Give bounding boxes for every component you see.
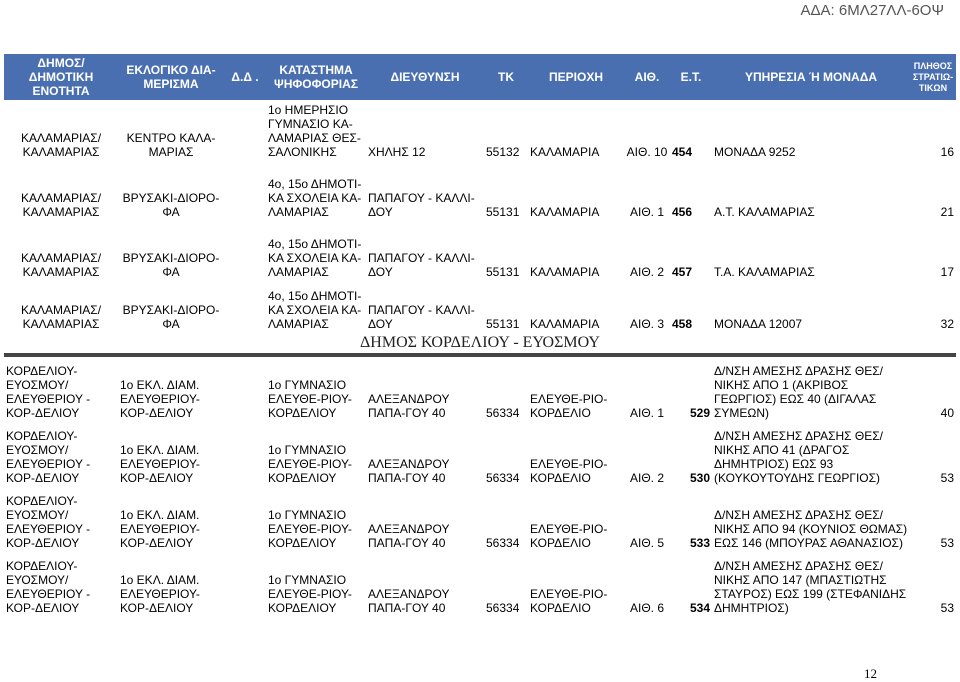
cell-aith: ΑΙΘ. 3 [629,317,664,331]
cell-tk: 56334 [486,601,520,615]
cell-katastima: 4ο, 15ο ΔΗΜΟΤΙ-ΚΑ ΣΧΟΛΕΙΑ ΚΑ-ΛΑΜΑΡΙΑΣ [268,237,362,279]
cell-tk: 55131 [486,317,520,331]
cell-tk: 55132 [486,145,520,159]
cell-ypiresia: ΜΟΝΑΔΑ 12007 [714,317,803,331]
cell-tk: 56334 [486,406,520,420]
page-number: 12 [864,666,877,681]
cell-plithos: 40 [940,406,954,420]
table-row [4,422,956,487]
cell-dd [224,422,266,487]
cell-aith: ΑΙΘ. 1 [629,406,664,420]
cell-dieuthynsi: ΠΑΠΑΓΟΥ - ΚΑΛΛΙ-ΔΟΥ [368,251,475,279]
cell-dieuthynsi: ΑΛΕΞΑΝΔΡΟΥ ΠΑΠΑ-ΓΟΥ 40 [368,457,450,485]
cell-et: 534 [689,601,710,615]
cell-tk: 56334 [486,471,520,485]
cell-diamerisma: ΒΡΥΣΑΚΙ-ΔΙΟΡΟ-ΦΑ [122,303,220,331]
cell-ypiresia: Δ/ΝΣΗ ΑΜΕΣΗΣ ΔΡΑΣΗΣ ΘΕΣ/ΝΙΚΗΣ ΑΠΟ 1 (ΑΚΡΙΒΟΣ ΓΕΩΡΓΙΟΣ) ΕΩΣ 40 (ΔΙΓΑΛΑΣ ΣΥΜΕΩΝ) [714,364,884,420]
cell-diamerisma: ΒΡΥΣΑΚΙ-ΔΙΟΡΟ-ΦΑ [122,251,220,279]
cell-plithos: 53 [940,536,954,550]
cell-katastima: 1ο ΓΥΜΝΑΣΙΟ ΕΛΕΥΘΕ-ΡΙΟΥ-ΚΟΡΔΕΛΙΟΥ [268,378,352,420]
cell-perioxi: ΚΑΛΑΜΑΡΙΑ [530,317,600,331]
cell-dimos: ΚΟΡΔΕΛΙΟΥ-ΕΥΟΣΜΟΥ/ ΕΛΕΥΘΕΡΙΟΥ - ΚΟΡ-ΔΕΛΙΟΥ [6,494,91,550]
cell-perioxi: ΚΑΛΑΜΑΡΙΑ [530,205,600,219]
table-row [4,281,956,333]
cell-aith: ΑΙΘ. 6 [629,601,664,615]
cell-dieuthynsi: ΠΑΠΑΓΟΥ - ΚΑΛΛΙ-ΔΟΥ [368,191,475,219]
cell-tk: 55131 [486,205,520,219]
cell-ypiresia: Τ.Α. ΚΑΛΑΜΑΡΙΑΣ [714,265,815,279]
cell-tk: 55131 [486,265,520,279]
cell-katastima: 4ο, 15ο ΔΗΜΟΤΙ-ΚΑ ΣΧΟΛΕΙΑ ΚΑ-ΛΑΜΑΡΙΑΣ [268,289,362,331]
cell-dd [224,487,266,552]
cell-ypiresia: Α.Τ. ΚΑΛΑΜΑΡΙΑΣ [714,205,815,219]
cell-plithos: 32 [940,317,954,331]
cell-perioxi: ΕΛΕΥΘΕ-ΡΙΟ-ΚΟΡΔΕΛΙΟ [530,392,608,420]
cell-perioxi: ΕΛΕΥΘΕ-ΡΙΟ-ΚΟΡΔΕΛΙΟ [530,587,608,615]
header-dimos: ΔΗΜΟΣ/ΔΗΜΟΤΙΚΗ ΕΝΟΤΗΤΑ [4,54,118,100]
cell-dieuthynsi: ΑΛΕΞΑΝΔΡΟΥ ΠΑΠΑ-ΓΟΥ 40 [368,522,450,550]
header-katastima: ΚΑΤΑΣΤΗΜΑ ΨΗΦΟΦΟΡΙΑΣ [266,54,366,100]
cell-aith: ΑΙΘ. 10 [626,145,668,159]
cell-plithos: 21 [940,205,954,219]
section-title: ΔΗΜΟΣ ΚΟΡΔΕΛΙΟΥ - ΕΥΟΣΜΟΥ [360,334,600,351]
cell-katastima: 1ο ΓΥΜΝΑΣΙΟ ΕΛΕΥΘΕ-ΡΙΟΥ-ΚΟΡΔΕΛΙΟΥ [268,508,352,550]
cell-katastima: 1ο ΓΥΜΝΑΣΙΟ ΕΛΕΥΘΕ-ΡΙΟΥ-ΚΟΡΔΕΛΙΟΥ [268,573,352,615]
polling-stations-table [4,54,956,617]
cell-dieuthynsi: ΠΑΠΑΓΟΥ - ΚΑΛΛΙ-ΔΟΥ [368,303,475,331]
cell-et: 454 [672,145,693,159]
cell-et: 533 [689,536,710,550]
cell-dd [224,161,266,221]
cell-et: 458 [672,317,693,331]
cell-diamerisma: ΒΡΥΣΑΚΙ-ΔΙΟΡΟ-ΦΑ [122,191,220,219]
table-row [4,161,956,221]
header-perioxi: ΠΕΡΙΟΧΗ [528,54,624,100]
cell-dimos: ΚΟΡΔΕΛΙΟΥ-ΕΥΟΣΜΟΥ/ ΕΛΕΥΘΕΡΙΟΥ - ΚΟΡ-ΔΕΛΙΟΥ [6,559,91,615]
cell-dimos: ΚΟΡΔΕΛΙΟΥ-ΕΥΟΣΜΟΥ/ ΕΛΕΥΘΕΡΙΟΥ - ΚΟΡ-ΔΕΛΙΟΥ [6,364,91,420]
table-row [4,487,956,552]
document-reference: ΑΔΑ: 6ΜΛ27ΛΛ-6ΟΨ [800,2,944,19]
cell-diamerisma: ΚΕΝΤΡΟ ΚΑΛΑ-ΜΑΡΙΑΣ [126,131,216,159]
header-tk: ΤΚ [484,54,528,100]
cell-plithos: 16 [940,145,954,159]
cell-perioxi: ΕΛΕΥΘΕ-ΡΙΟ-ΚΟΡΔΕΛΙΟ [530,522,608,550]
cell-plithos: 53 [940,471,954,485]
header-row [4,54,956,100]
cell-plithos: 17 [940,265,954,279]
cell-aith: ΑΙΘ. 1 [629,205,664,219]
header-dieuthynsi: ΔΙΕΥΘΥΝΣΗ [366,54,484,100]
table-row [4,221,956,281]
cell-katastima: 1ο ΓΥΜΝΑΣΙΟ ΕΛΕΥΘΕ-ΡΙΟΥ-ΚΟΡΔΕΛΙΟΥ [268,443,352,485]
cell-dimos: ΚΑΛΑΜΑΡΙΑΣ/ ΚΑΛΑΜΑΡΙΑΣ [20,191,102,219]
cell-aith: ΑΙΘ. 2 [629,471,664,485]
cell-tk: 56334 [486,536,520,550]
cell-et: 529 [689,406,710,420]
cell-dd [224,100,266,161]
cell-aith: ΑΙΘ. 2 [629,265,664,279]
cell-dieuthynsi: ΑΛΕΞΑΝΔΡΟΥ ΠΑΠΑ-ΓΟΥ 40 [368,587,450,615]
section-title-row [4,333,956,353]
cell-diamerisma: 1ο ΕΚΛ. ΔΙΑΜ. ΕΛΕΥΘΕΡΙΟΥ-ΚΟΡ-ΔΕΛΙΟΥ [120,508,200,550]
cell-dd [224,552,266,617]
cell-dimos: ΚΟΡΔΕΛΙΟΥ-ΕΥΟΣΜΟΥ/ ΕΛΕΥΘΕΡΙΟΥ - ΚΟΡ-ΔΕΛΙΟΥ [6,429,91,485]
cell-et: 530 [689,471,710,485]
cell-et: 457 [672,265,693,279]
cell-diamerisma: 1ο ΕΚΛ. ΔΙΑΜ. ΕΛΕΥΘΕΡΙΟΥ-ΚΟΡ-ΔΕΛΙΟΥ [120,573,200,615]
cell-et: 456 [672,205,693,219]
header-et: Ε.Τ. [670,54,712,100]
cell-dd [224,221,266,281]
table-row [4,357,956,422]
cell-dd [224,281,266,333]
cell-dimos: ΚΑΛΑΜΑΡΙΑΣ/ ΚΑΛΑΜΑΡΙΑΣ [20,131,102,159]
header-aith: ΑΙΘ. [624,54,670,100]
cell-diamerisma: 1ο ΕΚΛ. ΔΙΑΜ. ΕΛΕΥΘΕΡΙΟΥ-ΚΟΡ-ΔΕΛΙΟΥ [120,443,200,485]
cell-dimos: ΚΑΛΑΜΑΡΙΑΣ/ ΚΑΛΑΜΑΡΙΑΣ [20,303,102,331]
table-row [4,552,956,617]
cell-katastima: 1ο ΗΜΕΡΗΣΙΟ ΓΥΜΝΑΣΙΟ ΚΑ-ΛΑΜΑΡΙΑΣ ΘΕΣ-ΣΑΛΟΝΙΚΗΣ [268,103,361,159]
cell-dieuthynsi: ΧΗΛΗΣ 12 [368,145,426,159]
cell-perioxi: ΚΑΛΑΜΑΡΙΑ [530,265,600,279]
cell-plithos: 53 [940,601,954,615]
table-row [4,100,956,161]
cell-dimos: ΚΑΛΑΜΑΡΙΑΣ/ ΚΑΛΑΜΑΡΙΑΣ [20,251,102,279]
cell-ypiresia: Δ/ΝΣΗ ΑΜΕΣΗΣ ΔΡΑΣΗΣ ΘΕΣ/ΝΙΚΗΣ ΑΠΟ 94 (ΚΟΥΝΙΟΣ ΘΩΜΑΣ) ΕΩΣ 146 (ΜΠΟΥΡΑΣ ΑΘΑΝΑΣΙΟΣ) [714,508,908,550]
cell-perioxi: ΕΛΕΥΘΕ-ΡΙΟ-ΚΟΡΔΕΛΙΟ [530,457,608,485]
cell-perioxi: ΚΑΛΑΜΑΡΙΑ [530,145,600,159]
cell-dieuthynsi: ΑΛΕΞΑΝΔΡΟΥ ΠΑΠΑ-ΓΟΥ 40 [368,392,450,420]
header-ypiresia: ΥΠΗΡΕΣΙΑ Ή ΜΟΝΑΔΑ [712,54,910,100]
cell-diamerisma: 1ο ΕΚΛ. ΔΙΑΜ. ΕΛΕΥΘΕΡΙΟΥ-ΚΟΡ-ΔΕΛΙΟΥ [120,378,200,420]
cell-aith: ΑΙΘ. 5 [629,536,664,550]
header-dd: Δ.Δ . [224,54,266,100]
header-diamerisma: ΕΚΛΟΓΙΚΟ ΔΙΑ-ΜΕΡΙΣΜΑ [118,54,224,100]
header-plithos: ΠΛΗΘΟΣ ΣΤΡΑΤΙΩ-ΤΙΚΩΝ [910,54,956,100]
cell-ypiresia: Δ/ΝΣΗ ΑΜΕΣΗΣ ΔΡΑΣΗΣ ΘΕΣ/ΝΙΚΗΣ ΑΠΟ 41 (ΔΡΑΓΟΣ ΔΗΜΗΤΡΙΟΣ) ΕΩΣ 93 (ΚΟΥΚΟΥΤΟΥΔΗΣ ΓΕΩΡΓΙΟΣ) [714,429,884,485]
cell-ypiresia: Δ/ΝΣΗ ΑΜΕΣΗΣ ΔΡΑΣΗΣ ΘΕΣ/ΝΙΚΗΣ ΑΠΟ 147 (ΜΠΑΣΤΙΩΤΗΣ ΣΤΑΥΡΟΣ) ΕΩΣ 199 (ΣΤΕΦΑΝΙΔΗΣ ΔΗΜΗΤΡΙΟΣ) [714,559,907,615]
cell-katastima: 4ο, 15ο ΔΗΜΟΤΙ-ΚΑ ΣΧΟΛΕΙΑ ΚΑ-ΛΑΜΑΡΙΑΣ [268,177,362,219]
cell-ypiresia: ΜΟΝΑΔΑ 9252 [714,145,796,159]
cell-dd [224,357,266,422]
